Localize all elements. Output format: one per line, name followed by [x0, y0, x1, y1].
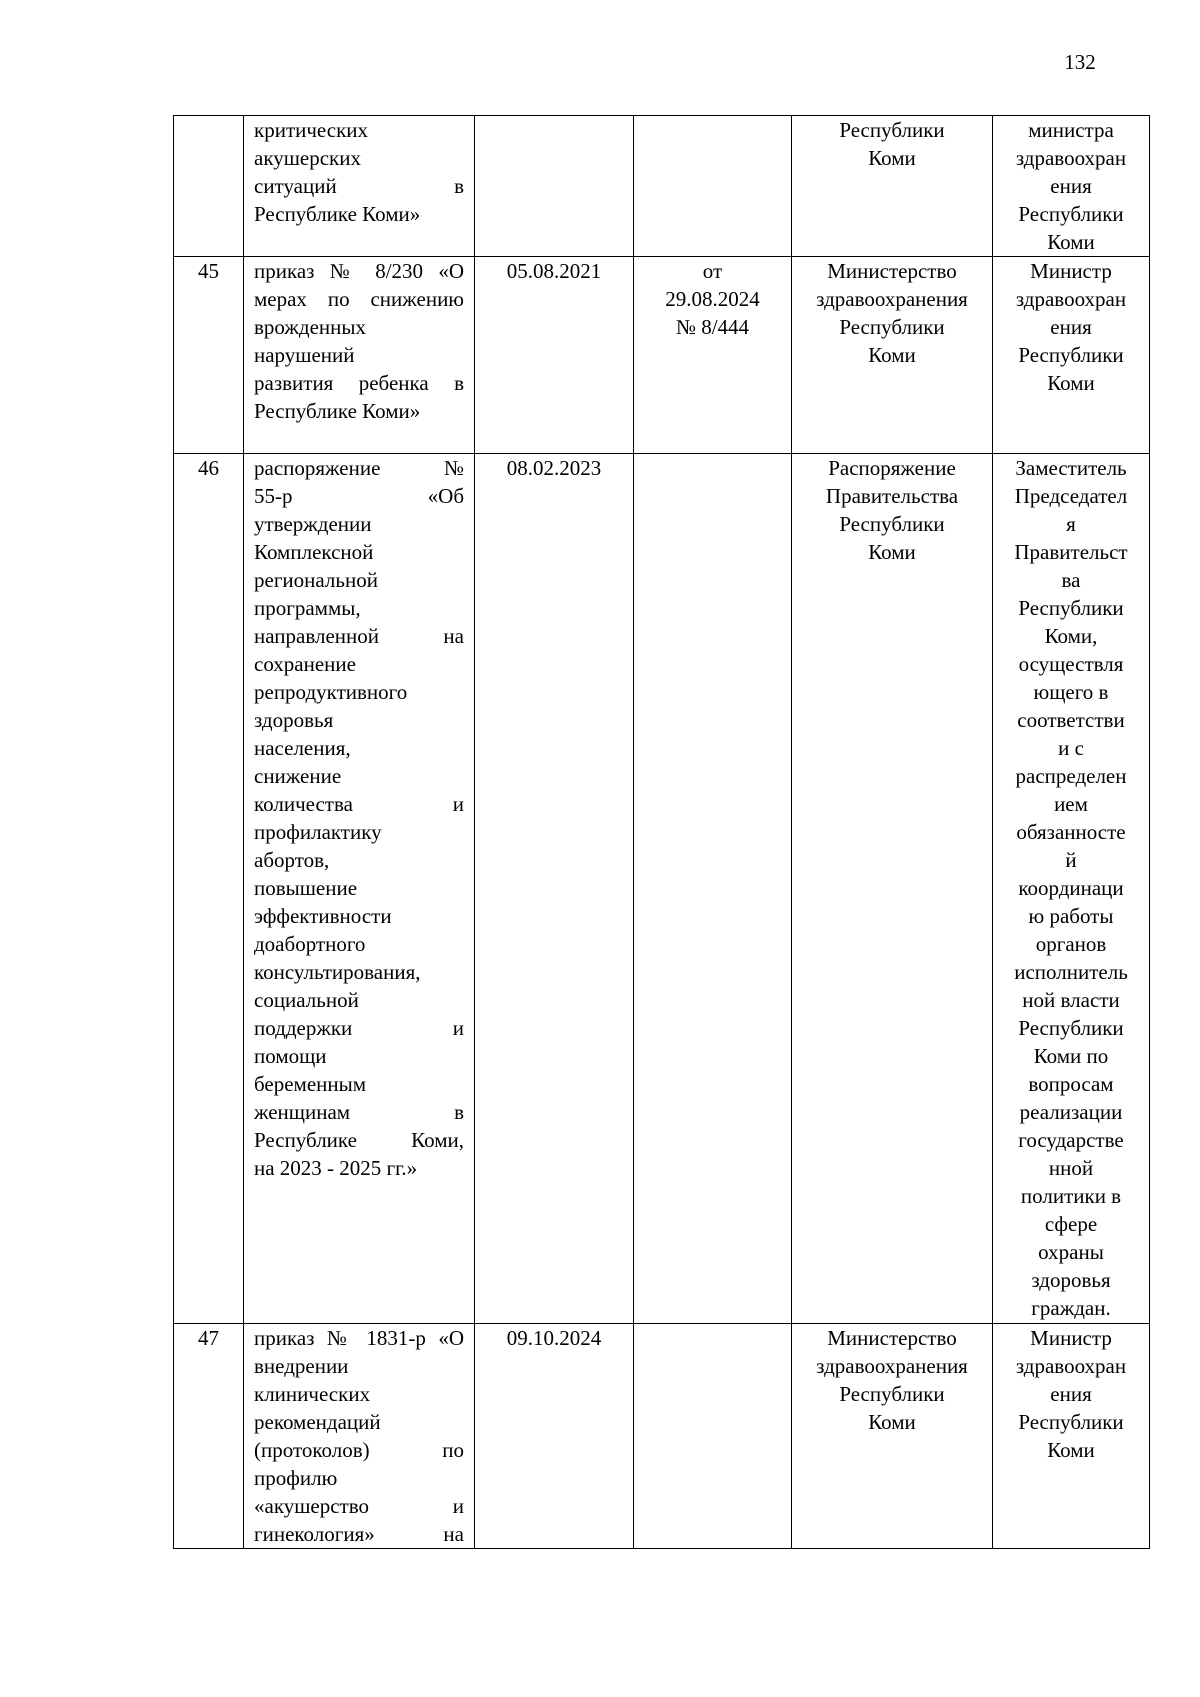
cell-line: Коми: [1047, 230, 1095, 254]
cell-line: Заместитель: [1015, 456, 1127, 480]
cell-line: Республики: [839, 118, 945, 142]
cell-line: врожденных: [254, 315, 366, 339]
cell-line: Республики: [1018, 343, 1124, 367]
document-date: 09.10.2024: [475, 1324, 634, 1549]
row-number: 45: [174, 257, 244, 454]
cell-line: социальной: [254, 988, 359, 1012]
cell-line: развития ребенка в: [254, 371, 464, 395]
cell-line: ю работы: [1028, 904, 1114, 928]
cell-line: й: [1065, 848, 1077, 872]
cell-line: политики в: [1020, 1184, 1122, 1208]
cell-line: Республики: [1018, 596, 1124, 620]
cell-line: критических: [254, 118, 369, 142]
cell-line: здравоохранения: [816, 287, 968, 311]
document-date: [475, 116, 634, 257]
issuing-body: [792, 454, 993, 1324]
cell-line: клинических: [254, 1382, 371, 1406]
issuing-body: [792, 1324, 993, 1549]
cell-line: Распоряжение: [828, 456, 956, 480]
documents-table: [173, 115, 1150, 1549]
cell-line: осуществля: [1018, 652, 1124, 676]
cell-line: консультирования,: [254, 960, 421, 984]
signatory: [993, 1324, 1150, 1549]
signatory: [993, 257, 1150, 454]
document-title: [244, 454, 475, 1324]
cell-line: Коми: [868, 146, 916, 170]
document-amendment: [634, 1324, 792, 1549]
cell-line: Республики: [839, 1382, 945, 1406]
document-title: [244, 1324, 475, 1549]
table-row: [174, 1324, 1150, 1549]
cell-line: нной: [1048, 1156, 1094, 1180]
cell-line: Республике Коми»: [254, 399, 421, 423]
signatory: [993, 116, 1150, 257]
cell-line: повышение: [254, 876, 358, 900]
cell-line: Коми: [1047, 371, 1095, 395]
cell-line: количества и: [254, 792, 464, 816]
document-date: 05.08.2021: [475, 257, 634, 454]
cell-line: ения: [1050, 174, 1092, 198]
cell-line: Республики: [839, 512, 945, 536]
cell-line: (протоколов) по: [254, 1438, 464, 1462]
cell-line: Председател: [1014, 484, 1128, 508]
cell-line: координаци: [1018, 876, 1124, 900]
signatory: [993, 454, 1150, 1324]
row-number: 46: [174, 454, 244, 1324]
cell-line: гинекология» на: [254, 1522, 464, 1546]
cell-line: здравоохран: [1015, 287, 1127, 311]
cell-line: ва: [1061, 568, 1081, 592]
cell-line: сохранение: [254, 652, 356, 676]
cell-line: доабортного: [254, 932, 366, 956]
cell-line: государстве: [1018, 1128, 1124, 1152]
cell-line: на 2023 - 2025 гг.»: [254, 1156, 418, 1180]
cell-line: Коми по: [1033, 1044, 1109, 1068]
cell-line: сфере: [1044, 1212, 1098, 1236]
cell-line: ющего в: [1033, 680, 1109, 704]
cell-line: Республики: [1018, 1016, 1124, 1040]
cell-line: Правительства: [825, 484, 959, 508]
cell-line: обязанносте: [1016, 820, 1126, 844]
cell-line: репродуктивного: [254, 680, 408, 704]
cell-line: распоряжение №: [254, 456, 464, 480]
row-number: 47: [174, 1324, 244, 1549]
document-amendment: [634, 454, 792, 1324]
cell-line: ситуаций в: [254, 174, 464, 198]
cell-line: 29.08.2024: [665, 287, 760, 311]
cell-line: абортов,: [254, 848, 330, 872]
issuing-body: [792, 116, 993, 257]
cell-line: ения: [1050, 315, 1092, 339]
table-row: [174, 257, 1150, 454]
cell-line: Коми: [868, 540, 916, 564]
cell-line: акушерских: [254, 146, 361, 170]
cell-line: снижение: [254, 764, 342, 788]
cell-line: я: [1066, 512, 1076, 536]
cell-line: № 8/444: [675, 315, 750, 339]
cell-line: утверждении: [254, 512, 372, 536]
cell-line: женщинам в: [254, 1100, 464, 1124]
cell-line: вопросам: [1028, 1072, 1114, 1096]
cell-line: исполнитель: [1014, 960, 1128, 984]
cell-line: Коми,: [1044, 624, 1098, 648]
cell-line: Республики: [1018, 1410, 1124, 1434]
cell-line: Министерство: [827, 259, 957, 283]
cell-line: министра: [1028, 118, 1114, 142]
row-number: [174, 116, 244, 257]
cell-line: профилактику: [254, 820, 382, 844]
cell-line: здравоохран: [1015, 1354, 1127, 1378]
document-amendment: [634, 116, 792, 257]
cell-line: приказ № 8/230 «О: [254, 259, 464, 283]
cell-line: Министр: [1030, 259, 1112, 283]
cell-line: органов: [1035, 932, 1107, 956]
cell-line: Министерство: [827, 1326, 957, 1350]
cell-line: программы,: [254, 596, 361, 620]
cell-line: от: [702, 259, 723, 283]
document-title: [244, 257, 475, 454]
cell-line: поддержки и: [254, 1016, 464, 1040]
cell-line: «акушерство и: [254, 1494, 464, 1518]
cell-line: Коми: [868, 343, 916, 367]
cell-line: 55-р «Об: [254, 484, 464, 508]
cell-line: направленной на: [254, 624, 464, 648]
cell-line: Правительст: [1014, 540, 1128, 564]
cell-line: региональной: [254, 568, 378, 592]
table-row: [174, 454, 1150, 1324]
cell-line: здравоохран: [1015, 146, 1127, 170]
document-date: 08.02.2023: [475, 454, 634, 1324]
cell-line: Республике Коми»: [254, 202, 421, 226]
cell-line: Республики: [1018, 202, 1124, 226]
cell-line: распределен: [1015, 764, 1127, 788]
cell-line: Коми: [1047, 1438, 1095, 1462]
cell-line: соответстви: [1017, 708, 1125, 732]
cell-line: эффективности: [254, 904, 392, 928]
cell-line: нарушений: [254, 343, 355, 367]
document-title: [244, 116, 475, 257]
cell-line: населения,: [254, 736, 351, 760]
cell-line: рекомендаций: [254, 1410, 381, 1434]
cell-line: здоровья: [1031, 1268, 1111, 1292]
document-amendment: [634, 257, 792, 454]
cell-line: помощи: [254, 1044, 327, 1068]
cell-line: ной власти: [1022, 988, 1120, 1012]
table-row: [174, 116, 1150, 257]
cell-line: Комплексной: [254, 540, 374, 564]
cell-line: реализации: [1019, 1100, 1123, 1124]
cell-line: граждан.: [1031, 1296, 1111, 1320]
cell-line: охраны: [1038, 1240, 1104, 1264]
page-number: 132: [1064, 50, 1096, 74]
cell-line: приказ № 1831-р «О: [254, 1326, 464, 1350]
cell-line: Министр: [1030, 1326, 1112, 1350]
issuing-body: [792, 257, 993, 454]
cell-line: внедрении: [254, 1354, 349, 1378]
cell-line: Коми: [868, 1410, 916, 1434]
cell-line: профилю: [254, 1466, 338, 1490]
cell-line: ения: [1050, 1382, 1092, 1406]
cell-line: беременным: [254, 1072, 367, 1096]
cell-line: мерах по снижению: [254, 287, 464, 311]
cell-line: ием: [1054, 792, 1088, 816]
cell-line: здравоохранения: [816, 1354, 968, 1378]
cell-line: Республике Коми,: [254, 1128, 464, 1152]
cell-line: Республики: [839, 315, 945, 339]
cell-line: здоровья: [254, 708, 334, 732]
cell-line: и с: [1058, 736, 1084, 760]
